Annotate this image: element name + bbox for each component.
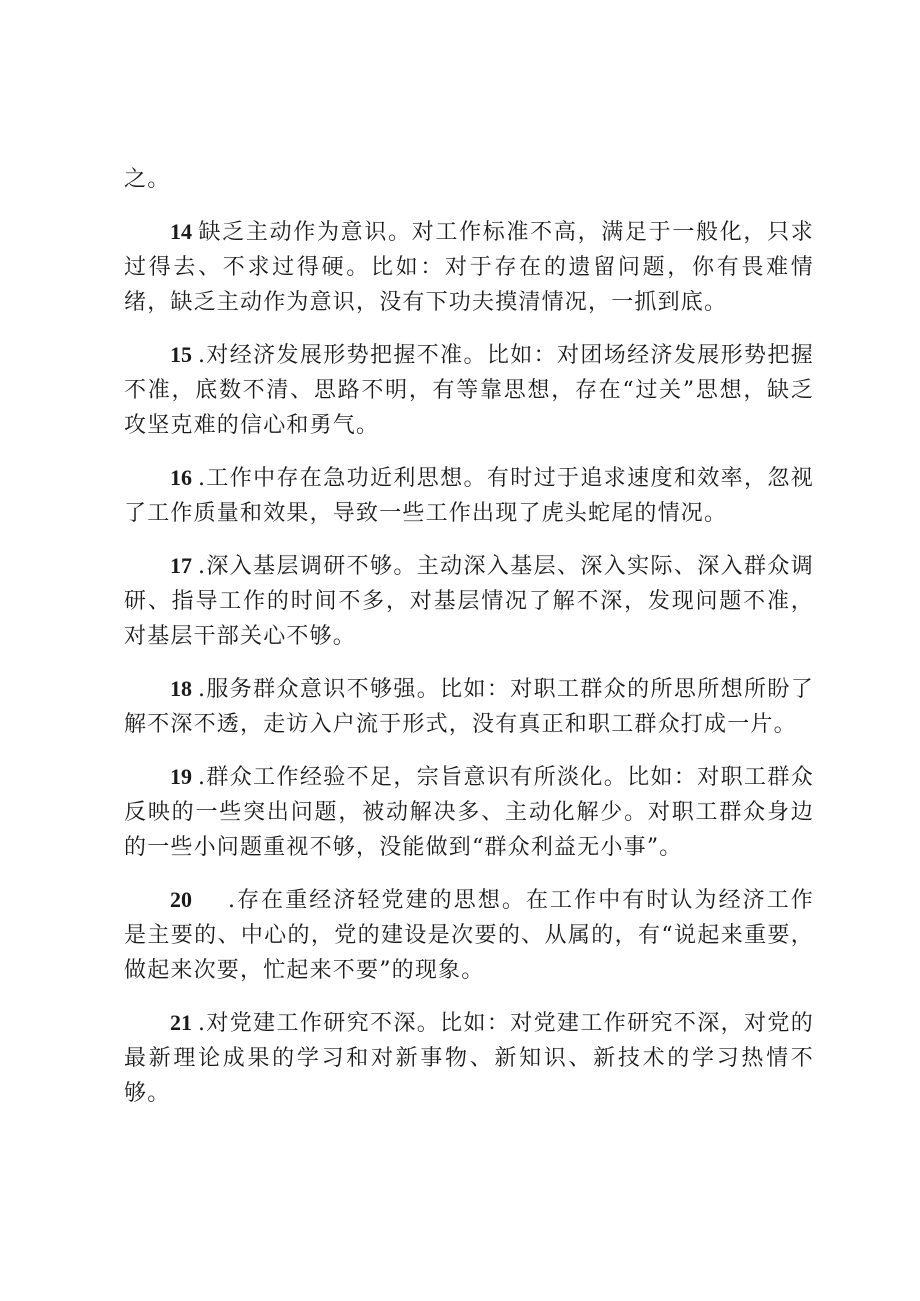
paragraph-item-15 [124, 337, 814, 443]
paragraph-item-21 [124, 1005, 814, 1111]
paragraph-continuation [124, 162, 814, 197]
document-body [124, 162, 814, 1128]
paragraph-text: .对党建工作研究不深。比如：对党建工作研究不深，对党的最新理论成果的学习和对新事物、新知识、新技术的学习热情不够。 [124, 1011, 814, 1106]
item-number: 14 [170, 219, 192, 244]
item-number: 17 [170, 553, 192, 578]
paragraph-text: .存在重经济轻党建的思想。在工作中有时认为经济工作是主要的、中心的，党的建设是次要的、从属的，有“说起来重要，做起来次要，忙起来不要”的现象。 [124, 888, 814, 983]
paragraph-item-19 [124, 759, 814, 865]
item-number: 21 [170, 1010, 192, 1035]
paragraph-item-18 [124, 671, 814, 742]
paragraph-item-17 [124, 548, 814, 654]
item-number: 18 [170, 676, 192, 701]
paragraph-text: .工作中存在急功近利思想。有时过于追求速度和效率，忽视了工作质量和效果，导致一些工作出现了虎头蛇尾的情况。 [124, 466, 814, 526]
paragraph-item-14 [124, 214, 814, 320]
paragraph-text: .深入基层调研不够。主动深入基层、深入实际、深入群众调研、指导工作的时间不多，对基层情况了解不深，发现问题不准，对基层干部关心不够。 [124, 554, 814, 649]
paragraph-text: 缺乏主动作为意识。对工作标准不高，满足于一般化，只求过得去、不求过得硬。比如：对于存在的遗留问题，你有畏难情绪，缺乏主动作为意识，没有下功夫摸清情况，一抓到底。 [124, 220, 814, 315]
item-number: 20 [170, 887, 192, 912]
item-number: 19 [170, 764, 192, 789]
item-number: 16 [170, 465, 192, 490]
paragraph-text: .对经济发展形势把握不准。比如：对团场经济发展形势把握不准，底数不清、思路不明，有等靠思想，存在“过关”思想，缺乏攻坚克难的信心和勇气。 [124, 343, 814, 438]
paragraph-text: 之。 [124, 167, 171, 192]
paragraph-text: .群众工作经验不足，宗旨意识有所淡化。比如：对职工群众反映的一些突出问题，被动解决多、主动化解少。对职工群众身边的一些小问题重视不够，没能做到“群众利益无小事”。 [124, 765, 814, 860]
item-number: 15 [170, 342, 192, 367]
paragraph-item-20 [124, 882, 814, 988]
paragraph-item-16 [124, 460, 814, 531]
paragraph-text: .服务群众意识不够强。比如：对职工群众的所思所想所盼了解不深不透，走访入户流于形式，没有真正和职工群众打成一片。 [124, 677, 814, 737]
